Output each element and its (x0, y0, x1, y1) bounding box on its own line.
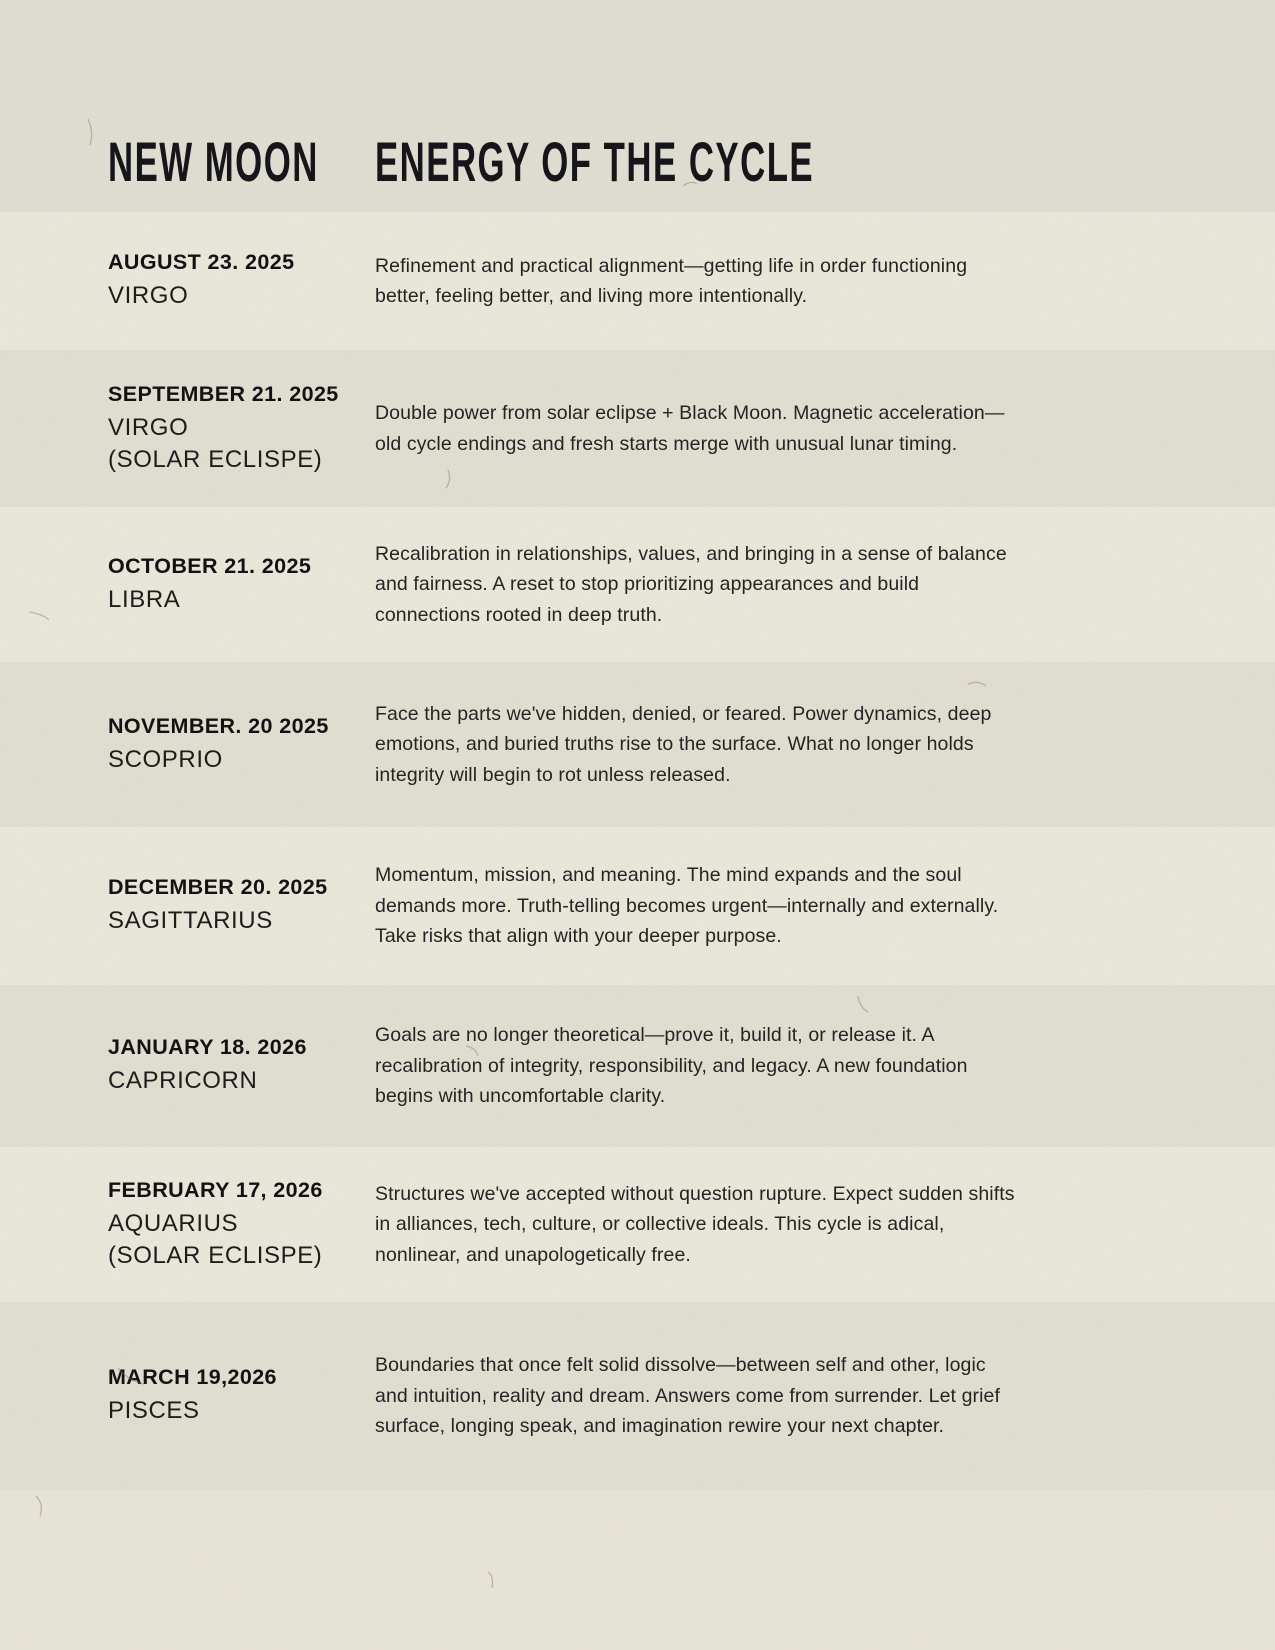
moon-date-cell (0, 1178, 375, 1270)
moon-sign: VIRGO (108, 414, 189, 442)
column-title-energy-of-cycle: ENERGY OF THE CYCLE (375, 130, 815, 193)
moon-date-cell (0, 875, 375, 936)
moon-date: SEPTEMBER 21. 2025 (108, 382, 339, 407)
cycle-energy-cell (375, 860, 1035, 951)
header-band (0, 0, 1275, 212)
header-right-cell (375, 130, 1035, 194)
moon-date: OCTOBER 21. 2025 (108, 553, 312, 578)
moon-date-cell (0, 250, 375, 311)
cycle-energy-text: Boundaries that once felt solid dissolve—between self and other, logic and intuition, reality and dream. Answers come from surrender. Let grief surface, longing speak, and imagination rewire your next chapter. (375, 1354, 1001, 1438)
moon-date-cell (0, 714, 375, 775)
cycle-energy-text: Structures we've accepted without question rupture. Expect sudden shifts in alliances, tech, culture, or collective ideals. This cycle is adical, nonlinear, and unapologetically free. (375, 1182, 1015, 1266)
table-row (0, 662, 1275, 827)
moon-sign: AQUARIUS (108, 1210, 239, 1238)
cycle-energy-cell (375, 539, 1035, 630)
moon-sign: SAGITTARIUS (108, 907, 273, 935)
cycle-energy-cell (375, 1020, 1035, 1111)
cycle-energy-text: Refinement and practical alignment—getting life in order functioning better, feeling better, and living more intentionally. (375, 254, 968, 307)
moon-date: DECEMBER 20. 2025 (108, 875, 328, 900)
moon-sign: LIBRA (108, 585, 181, 613)
footer-band (0, 1490, 1275, 1650)
cycle-energy-text: Momentum, mission, and meaning. The mind expands and the soul demands more. Truth-telling becomes urgent—internally and externally. Take risks that align with your deeper purpose. (375, 864, 999, 948)
table-row (0, 827, 1275, 985)
table-row (0, 507, 1275, 662)
column-title-new-moon: NEW MOON (108, 130, 319, 193)
cycle-energy-cell (375, 1179, 1035, 1270)
moon-date-cell (0, 1365, 375, 1426)
cycle-energy-cell (375, 1350, 1035, 1441)
table-row (0, 1147, 1275, 1302)
cycle-energy-text: Goals are no longer theoretical—prove it, build it, or release it. A recalibration of integrity, responsibility, and legacy. A new foundation begins with uncomfortable clarity. (375, 1024, 968, 1108)
cycle-energy-cell (375, 398, 1035, 459)
moon-date: JANUARY 18. 2026 (108, 1035, 307, 1060)
cycle-energy-text: Double power from solar eclipse + Black Moon. Magnetic acceleration—old cycle endings and fresh starts merge with unusual lunar timing. (375, 402, 1005, 455)
moon-sign: VIRGO (108, 282, 189, 310)
cycle-energy-cell (375, 251, 1035, 312)
header-left-cell (0, 130, 375, 194)
cycle-energy-text: Face the parts we've hidden, denied, or feared. Power dynamics, deep emotions, and buried truths rise to the surface. What no longer holds integrity will begin to rot unless released. (375, 702, 992, 786)
moon-sign: PISCES (108, 1397, 200, 1425)
moon-date: MARCH 19,2026 (108, 1365, 277, 1390)
table-row (0, 985, 1275, 1147)
moon-date-cell (0, 1035, 375, 1096)
cycle-energy-text: Recalibration in relationships, values, and bringing in a sense of balance and fairness. A reset to stop prioritizing appearances and build connections rooted in deep truth. (375, 542, 1007, 626)
moon-date: NOVEMBER. 20 2025 (108, 713, 329, 738)
table-row (0, 1302, 1275, 1490)
cycle-energy-cell (375, 699, 1035, 790)
moon-date-cell (0, 382, 375, 474)
moon-date: FEBRUARY 17, 2026 (108, 1178, 323, 1203)
moon-sign: CAPRICORN (108, 1067, 258, 1095)
table-row (0, 350, 1275, 507)
moon-date: AUGUST 23. 2025 (108, 250, 295, 275)
moon-note: (SOLAR ECLISPE) (108, 1241, 323, 1269)
table-row (0, 212, 1275, 350)
moon-date-cell (0, 554, 375, 615)
moon-note: (SOLAR ECLISPE) (108, 445, 323, 473)
moon-sign: SCOPRIO (108, 745, 223, 773)
